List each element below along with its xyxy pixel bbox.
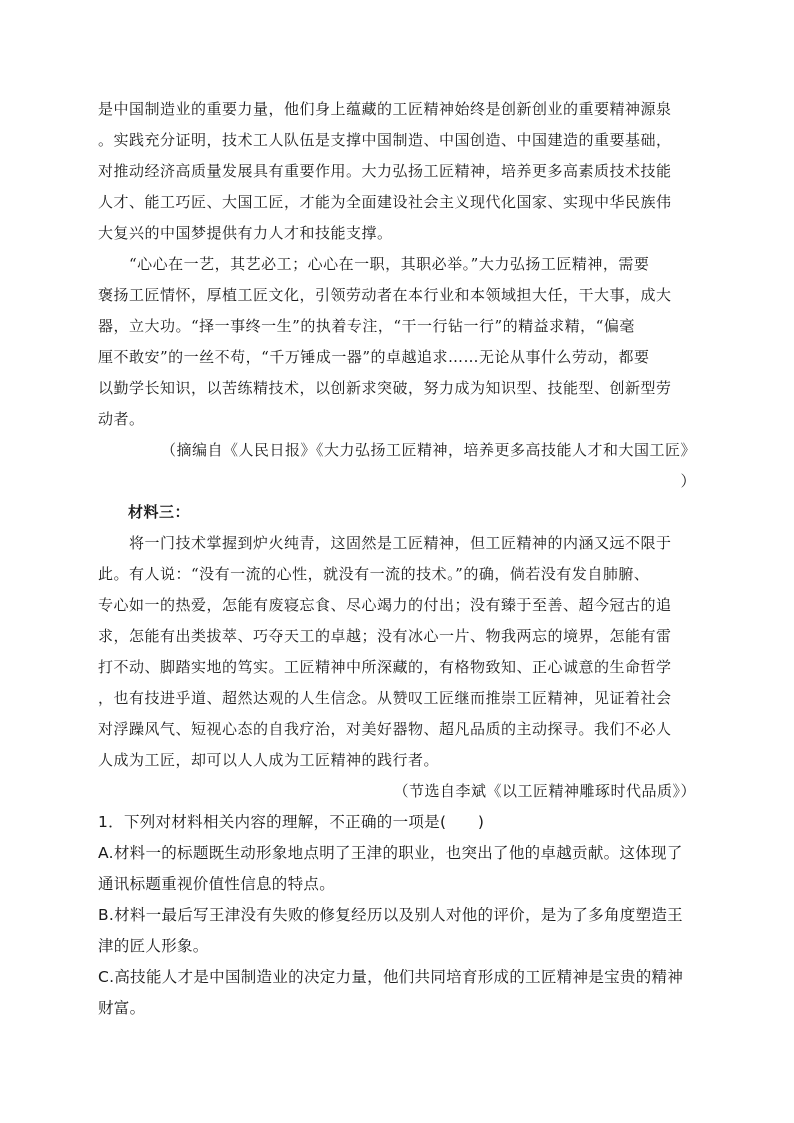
material-heading: 材料三： xyxy=(128,503,191,521)
passage-line: ，也有技进乎道、超然达观的人生信念。从赞叹工匠继而推崇工匠精神，见证着社会 xyxy=(98,689,672,707)
option-c-line: 财富。 xyxy=(98,999,146,1017)
option-b-line: B.材料一最后写王津没有失败的修复经历以及别人对他的评价，是为了多角度塑造王 xyxy=(98,906,683,924)
passage-line: “心心在一艺，其艺必工；心心在一职，其职必举。”大力弘扬工匠精神，需要 xyxy=(98,255,650,273)
passage-line: 以勤学长知识，以苦练精技术，以创新求突破，努力成为知识型、技能型、创新型劳 xyxy=(98,379,672,397)
passage-line: 是中国制造业的重要力量，他们身上蕴藏的工匠精神始终是创新创业的重要精神源泉 xyxy=(98,100,672,118)
option-b-line: 津的匠人形象。 xyxy=(98,937,209,955)
passage-line: 求，怎能有出类拔萃、巧夺天工的卓越；没有冰心一片、物我两忘的境界，怎能有雷 xyxy=(98,627,672,645)
passage-line: 将一门技术掌握到炉火纯青，这固然是工匠精神，但工匠精神的内涵又远不限于 xyxy=(98,534,672,552)
passage-line: 厘不敢安”的一丝不苟，“千万锤成一器”的卓越追求……无论从事什么劳动，都要 xyxy=(98,348,650,366)
question-1 xyxy=(98,807,696,1024)
passage-line: 此。有人说：“没有一流的心性，就没有一流的技术。”的确，倘若没有发自肺腑、 xyxy=(98,565,650,583)
source-citation: （节选自李斌《以工匠精神雕琢时代品质》） xyxy=(393,782,696,800)
passage-line: 对推动经济高质量发展具有重要作用。大力弘扬工匠精神，培养更多高素质技术技能 xyxy=(98,162,672,180)
question-stem: 1．下列对材料相关内容的理解，不正确的一项是( ) xyxy=(98,813,485,831)
option-a-line: 通讯标题重视价值性信息的特点。 xyxy=(98,875,336,893)
source-citation-end: ） xyxy=(680,472,696,490)
passage-material-two xyxy=(98,94,696,497)
option-c-line: C.高技能人才是中国制造业的决定力量，他们共同培育形成的工匠精神是宝贵的精神 xyxy=(98,968,684,986)
passage-line: 打不动、脚踏实地的笃实。工匠精神中所深藏的，有格物致知、正心诚意的生命哲学 xyxy=(98,658,672,676)
passage-line: 对浮躁风气、短视心态的自我疗治，对美好器物、超凡品质的主动探寻。我们不必人 xyxy=(98,720,672,738)
option-a-line: A.材料一的标题既生动形象地点明了王津的职业，也突出了他的卓越贡献。这体现了 xyxy=(98,844,683,862)
passage-line: 。实践充分证明，技术工人队伍是支撑中国制造、中国创造、中国建造的重要基础， xyxy=(98,131,672,149)
passage-line: 人成为工匠，却可以人人成为工匠精神的践行者。 xyxy=(98,751,440,769)
passage-line: 人才、能工巧匠、大国工匠，才能为全面建设社会主义现代化国家、实现中华民族伟 xyxy=(98,193,672,211)
passage-line: 器，立大功。“择一事终一生”的执着专注，“干一行钻一行”的精益求精，“偏毫 xyxy=(98,317,635,335)
passage-material-three xyxy=(98,497,696,807)
passage-line: 褒扬工匠情怀，厚植工匠文化，引领劳动者在本行业和本领域担大任，干大事，成大 xyxy=(98,286,672,304)
passage-line: 大复兴的中国梦提供有力人才和技能支撑。 xyxy=(98,224,393,242)
source-citation: （摘编自《人民日报》《大力弘扬工匠精神，培养更多高技能人才和大国工匠》 xyxy=(160,441,696,459)
passage-line: 专心如一的热爱，怎能有废寝忘食、尽心竭力的付出；没有臻于至善、超今冠古的追 xyxy=(98,596,672,614)
passage-line: 动者。 xyxy=(98,410,145,428)
